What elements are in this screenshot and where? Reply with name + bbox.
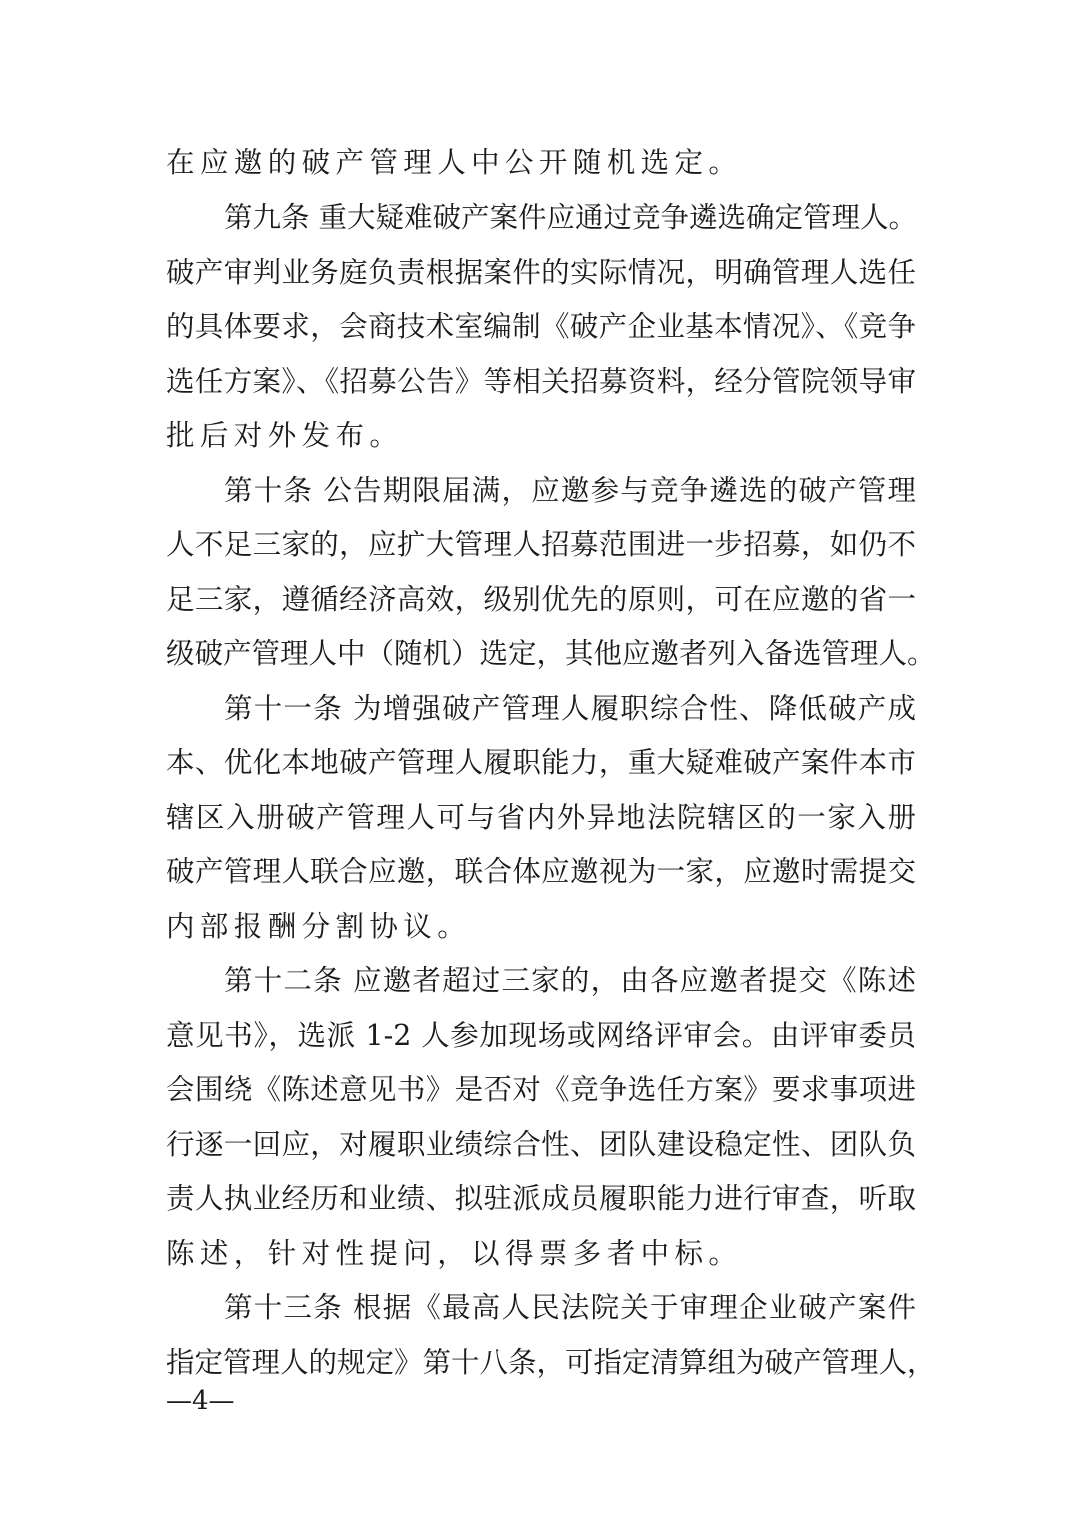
text-line: 辖区入册破产管理人可与省内外异地法院辖区的一家入册 [166,801,916,834]
article-12-heading-line: 第十二条 应邀者超过三家的，由各应邀者提交《陈述 [224,964,916,997]
text-line: 本、优化本地破产管理人履职能力，重大疑难破产案件本市 [166,746,916,779]
article-11-heading-line: 第十一条 为增强破产管理人履职综合性、降低破产成 [224,692,916,725]
text-line: 会围绕《陈述意见书》是否对《竞争选任方案》要求事项进 [166,1073,916,1106]
text-line: 人不足三家的，应扩大管理人招募范围进一步招募，如仍不 [166,528,916,561]
page-number: —4— [166,1386,235,1416]
text-line: 的具体要求，会商技术室编制《破产企业基本情况》、《竞争 [166,310,916,343]
text-line: 意见书》，选派 1-2 人参加现场或网络评审会。由评审委员 [166,1019,916,1052]
text-line: 批后对外发布。 [166,419,404,452]
article-9-heading-line: 第九条 重大疑难破产案件应通过竞争遴选确定管理人。 [224,201,918,234]
article-13-heading-line: 第十三条 根据《最高人民法院关于审理企业破产案件 [224,1291,916,1324]
text-line: 陈述，针对性提问，以得票多者中标。 [166,1237,743,1270]
text-line: 足三家，遵循经济高效，级别优先的原则，可在应邀的省一 [166,583,916,616]
text-line: 责人执业经历和业绩、拟驻派成员履职能力进行审查，听取 [166,1182,916,1215]
text-line: 级破产管理人中（随机）选定，其他应邀者列入备选管理人。 [166,637,936,670]
text-line: 选任方案》、《招募公告》等相关招募资料，经分管院领导审 [166,365,916,398]
text-line: 指定管理人的规定》第十八条，可指定清算组为破产管理人， [166,1346,936,1379]
text-line: 行逐一回应，对履职业绩综合性、团队建设稳定性、团队负 [166,1128,916,1161]
text-line: 破产管理人联合应邀，联合体应邀视为一家，应邀时需提交 [166,855,916,888]
text-line: 破产审判业务庭负责根据案件的实际情况，明确管理人选任 [166,256,916,289]
article-10-heading-line: 第十条 公告期限届满，应邀参与竞争遴选的破产管理 [224,474,916,507]
text-line: 在应邀的破产管理人中公开随机选定。 [166,146,743,179]
text-line: 内部报酬分割协议。 [166,910,472,943]
